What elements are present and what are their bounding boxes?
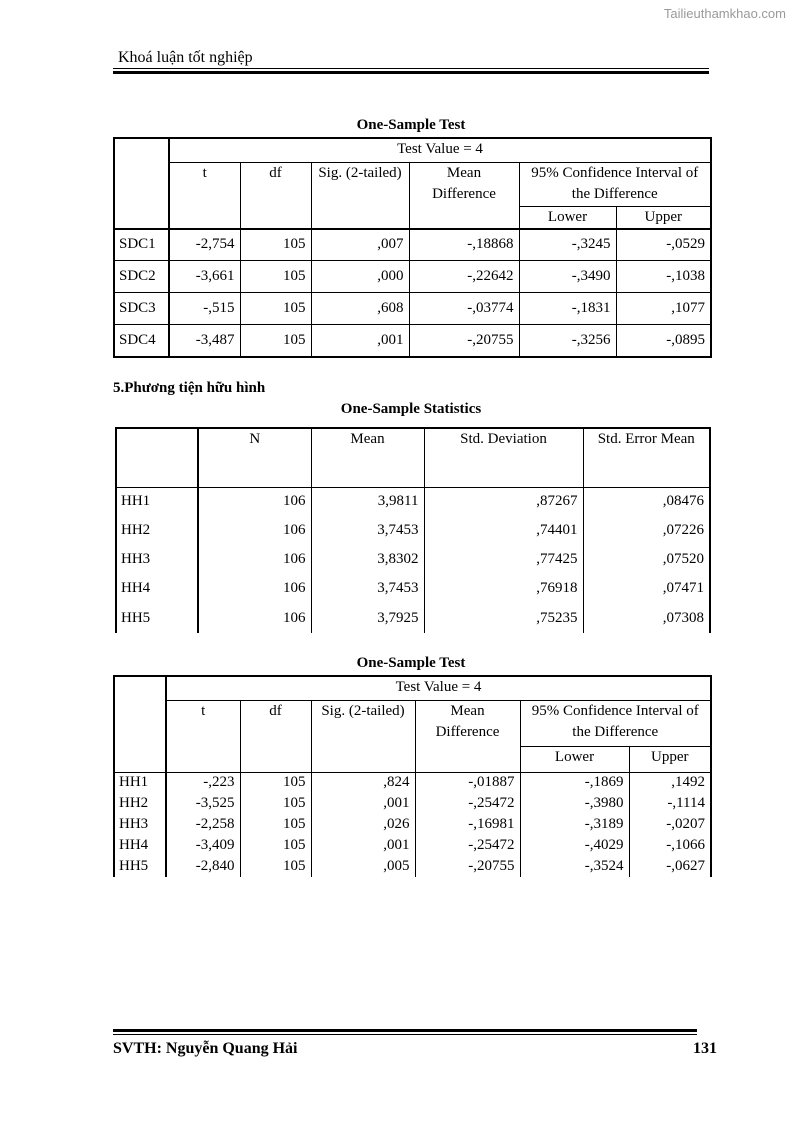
table-row	[114, 325, 711, 357]
cell-mean: 3,9811	[311, 487, 424, 516]
cell-mean-diff: -,18868	[409, 229, 519, 261]
table1-col-t: t	[169, 162, 240, 229]
cell-upper: -,1066	[629, 835, 711, 856]
cell-upper: -,1114	[629, 793, 711, 814]
cell-mean: 3,7453	[311, 574, 424, 603]
table-row	[114, 293, 711, 325]
row-label: HH1	[114, 772, 166, 793]
row-label: HH3	[116, 545, 198, 574]
cell-lower: -,4029	[520, 835, 629, 856]
row-label: HH2	[114, 793, 166, 814]
cell-df: 105	[240, 293, 311, 325]
table-row	[114, 793, 711, 814]
table-row	[116, 487, 710, 516]
cell-mean-diff: -,20755	[409, 325, 519, 357]
row-label: HH1	[116, 487, 198, 516]
cell-t: -2,840	[166, 856, 240, 877]
table-row	[116, 574, 710, 603]
cell-sd: ,75235	[424, 603, 583, 633]
table2-corner	[116, 428, 198, 487]
table3-col-t: t	[166, 700, 240, 772]
cell-lower: -,3245	[519, 229, 616, 261]
cell-mean-diff: -,01887	[415, 772, 520, 793]
cell-upper: -,0895	[616, 325, 711, 357]
cell-t: -3,409	[166, 835, 240, 856]
one-sample-statistics-table	[115, 427, 711, 633]
header-rule-thin	[113, 68, 709, 69]
cell-sig: ,005	[311, 856, 415, 877]
footer-author: SVTH: Nguyễn Quang Hải	[113, 1040, 298, 1057]
cell-lower: -,3189	[520, 814, 629, 835]
cell-mean: 3,7453	[311, 516, 424, 545]
cell-mean-diff: -,20755	[415, 856, 520, 877]
cell-upper: ,1492	[629, 772, 711, 793]
table2-col-mean: Mean	[311, 428, 424, 487]
row-label: HH4	[114, 835, 166, 856]
table1-caption: One-Sample Test	[356, 117, 466, 133]
cell-df: 105	[240, 261, 311, 293]
cell-se: ,07308	[583, 603, 710, 633]
cell-mean: 3,8302	[311, 545, 424, 574]
cell-t: -3,525	[166, 793, 240, 814]
cell-sig: ,824	[311, 772, 415, 793]
page-number: 131	[693, 1040, 717, 1057]
cell-se: ,07471	[583, 574, 710, 603]
table-row	[116, 545, 710, 574]
table-row	[114, 835, 711, 856]
cell-lower: -,1869	[520, 772, 629, 793]
cell-lower: -,1831	[519, 293, 616, 325]
table3-col-sig: Sig. (2-tailed)	[311, 700, 415, 772]
row-label: HH5	[116, 603, 198, 633]
cell-sd: ,76918	[424, 574, 583, 603]
cell-mean-diff: -,22642	[409, 261, 519, 293]
table2-col-n: N	[198, 428, 311, 487]
table3-corner	[114, 676, 166, 772]
cell-df: 105	[240, 835, 311, 856]
section-heading: 5.Phương tiện hữu hình	[113, 380, 266, 396]
cell-upper: -,1038	[616, 261, 711, 293]
table3-col-mean-diff: Mean Difference	[415, 700, 520, 772]
cell-t: -2,258	[166, 814, 240, 835]
cell-lower: -,3490	[519, 261, 616, 293]
table-row	[114, 814, 711, 835]
cell-sd: ,87267	[424, 487, 583, 516]
cell-df: 105	[240, 856, 311, 877]
header-rule-thick	[113, 71, 709, 74]
cell-upper: -,0627	[629, 856, 711, 877]
cell-sig: ,608	[311, 293, 409, 325]
cell-sd: ,77425	[424, 545, 583, 574]
watermark-text: Tailieuthamkhao.com	[663, 6, 786, 21]
table1-col-upper: Upper	[616, 206, 711, 229]
one-sample-test-table-sdc	[113, 137, 712, 358]
table1-col-sig: Sig. (2-tailed)	[311, 162, 409, 229]
one-sample-test-table-hh	[113, 675, 712, 877]
table3-col-upper: Upper	[629, 746, 711, 772]
cell-se: ,08476	[583, 487, 710, 516]
cell-sig: ,000	[311, 261, 409, 293]
row-label: HH3	[114, 814, 166, 835]
row-label: HH5	[114, 856, 166, 877]
row-label: SDC1	[114, 229, 169, 261]
cell-mean-diff: -,03774	[409, 293, 519, 325]
cell-df: 105	[240, 229, 311, 261]
cell-lower: -,3980	[520, 793, 629, 814]
table-row	[116, 516, 710, 545]
table-row	[114, 772, 711, 793]
row-label: HH2	[116, 516, 198, 545]
table2-col-sd: Std. Deviation	[424, 428, 583, 487]
cell-upper: ,1077	[616, 293, 711, 325]
cell-df: 105	[240, 325, 311, 357]
table2-col-se: Std. Error Mean	[583, 428, 710, 487]
cell-mean: 3,7925	[311, 603, 424, 633]
cell-sd: ,74401	[424, 516, 583, 545]
cell-t: -,223	[166, 772, 240, 793]
cell-sig: ,026	[311, 814, 415, 835]
table1-test-value: Test Value = 4	[169, 138, 711, 162]
cell-df: 105	[240, 814, 311, 835]
cell-sig: ,001	[311, 835, 415, 856]
cell-mean-diff: -,25472	[415, 793, 520, 814]
cell-t: -,515	[169, 293, 240, 325]
cell-n: 106	[198, 487, 311, 516]
row-label: SDC2	[114, 261, 169, 293]
cell-t: -3,661	[169, 261, 240, 293]
cell-df: 105	[240, 793, 311, 814]
row-label: HH4	[116, 574, 198, 603]
table3-col-df: df	[240, 700, 311, 772]
cell-n: 106	[198, 574, 311, 603]
cell-n: 106	[198, 516, 311, 545]
cell-df: 105	[240, 772, 311, 793]
cell-t: -2,754	[169, 229, 240, 261]
table1-col-mean-diff: Mean Difference	[409, 162, 519, 229]
row-label: SDC3	[114, 293, 169, 325]
table1-col-lower: Lower	[519, 206, 616, 229]
cell-lower: -,3256	[519, 325, 616, 357]
cell-upper: -,0529	[616, 229, 711, 261]
table3-col-lower: Lower	[520, 746, 629, 772]
footer-rule-thick	[113, 1029, 697, 1032]
table-row	[114, 261, 711, 293]
table3-col-ci: 95% Confidence Interval of the Difference	[520, 700, 711, 746]
cell-mean-diff: -,16981	[415, 814, 520, 835]
table-row	[116, 603, 710, 633]
table2-caption: One-Sample Statistics	[340, 401, 482, 417]
table3-test-value: Test Value = 4	[166, 676, 711, 700]
table-row	[114, 856, 711, 877]
table1-col-df: df	[240, 162, 311, 229]
cell-n: 106	[198, 603, 311, 633]
table1-corner	[114, 138, 169, 229]
cell-mean-diff: -,25472	[415, 835, 520, 856]
cell-sig: ,001	[311, 325, 409, 357]
row-label: SDC4	[114, 325, 169, 357]
page-header-title: Khoá luận tốt nghiệp	[118, 49, 253, 66]
cell-t: -3,487	[169, 325, 240, 357]
cell-lower: -,3524	[520, 856, 629, 877]
cell-upper: -,0207	[629, 814, 711, 835]
footer-rule-thin	[113, 1034, 697, 1035]
cell-n: 106	[198, 545, 311, 574]
cell-sig: ,007	[311, 229, 409, 261]
cell-se: ,07520	[583, 545, 710, 574]
table1-col-ci: 95% Confidence Interval of the Difference	[519, 162, 711, 206]
table3-caption: One-Sample Test	[356, 655, 466, 671]
cell-se: ,07226	[583, 516, 710, 545]
table-row	[114, 229, 711, 261]
cell-sig: ,001	[311, 793, 415, 814]
